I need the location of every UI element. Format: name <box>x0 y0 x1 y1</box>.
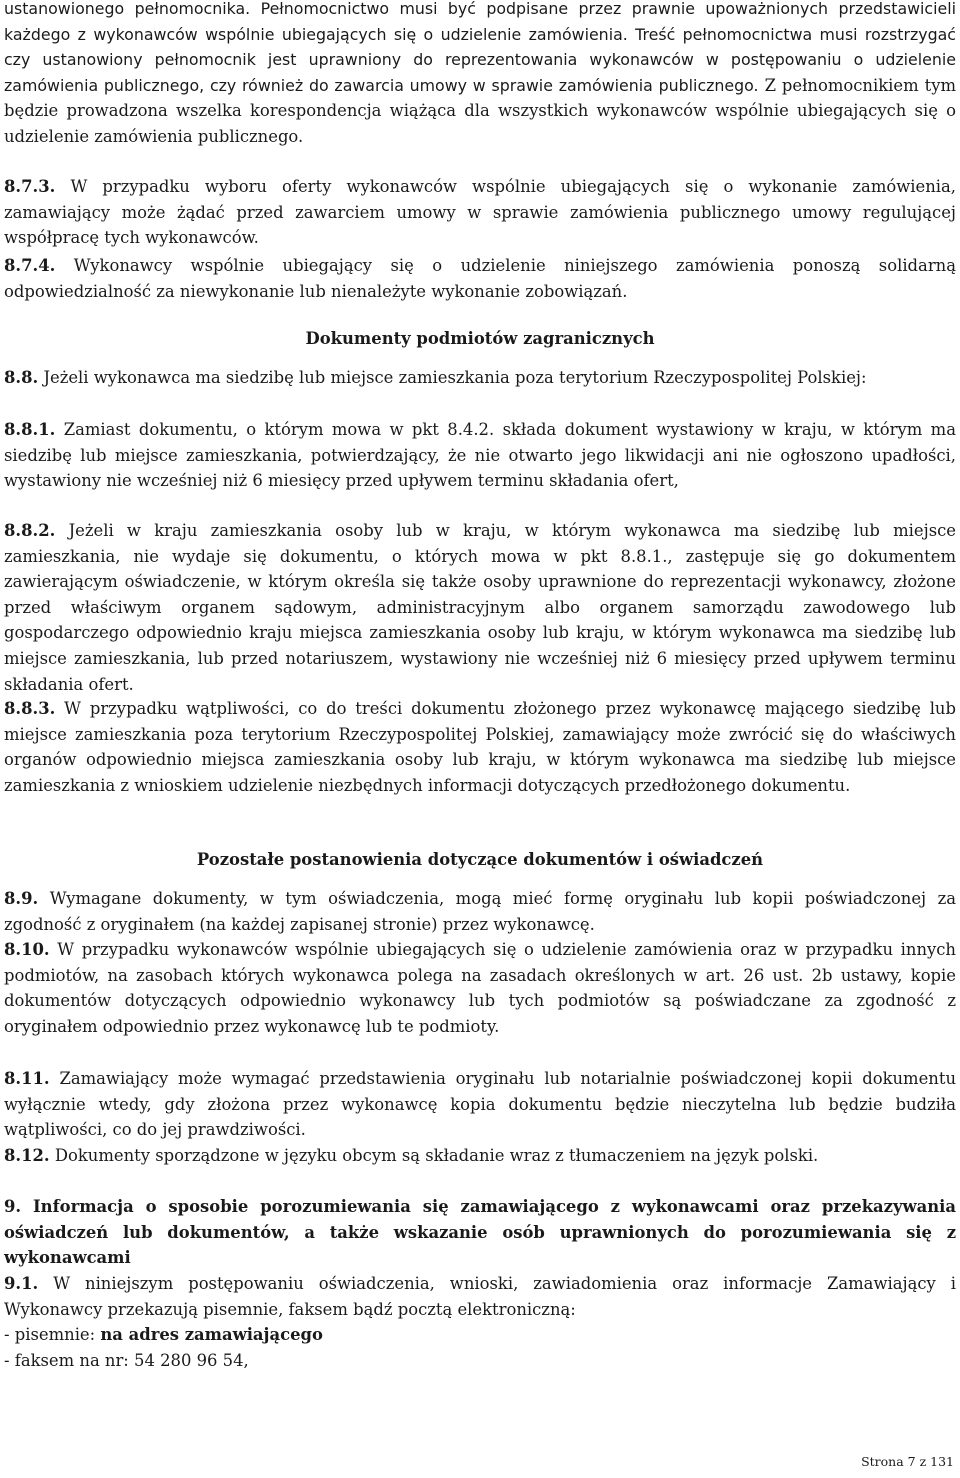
paragraph-text: Zamawiający może wymagać przedstawienia oryginału lub notarialnie poświadczonej kopii dokumentu wyłącznie wtedy, gdy złożona przez wykonawcę kopia dokumentu będzie nieczytelna lub będzie budziła wątpliwości, co do jej prawdziwości. <box>4 1069 957 1140</box>
paragraph-8-8-1 <box>4 417 956 494</box>
paragraph-number: 8.7.3. <box>4 177 56 196</box>
paragraph-text: Zamiast dokumentu, o którym mowa w pkt 8.4.2. składa dokument wystawiony w kraju, w którym ma siedzibę lub miejsce zamieszkania, potwierdzający, że nie otwarto jego likwidacji ani nie ogłoszono upadłości, wystawiony nie wcześniej niż 6 miesięcy przed upływem terminu składania ofert, <box>4 420 956 491</box>
paragraph-8-8 <box>4 365 956 391</box>
paragraph-text: W przypadku wątpliwości, co do treści dokumentu złożonego przez wykonawcę mającego siedzibę lub miejsce zamieszkania poza terytorium Rzeczypospolitej Polskiej, zamawiający może zwrócić się do właściwych organów odpowiednio miejsca zamieszkania osoby lub kraju, w którym wykonawca ma siedzibę lub miejsce zamieszkania z wnioskiem udzielenie niezbędnych informacji dotyczących przedłożonego dokumentu. <box>4 699 956 795</box>
paragraph-number: 9.1. <box>4 1274 39 1293</box>
paragraph-text: Jeżeli w kraju zamieszkania osoby lub w kraju, w którym wykonawca ma siedzibę lub miejsce zamieszkania, nie wydaje się dokumentu, o których mowa w pkt 8.8.1., zastępuje się go dokumentem zawierającym oświadczenie, w którym określa się także osoby uprawnione do reprezentacji wykonawcy, złożone przed właściwym organem sądowym, administracyjnym albo organem samorządu zawodowego lub gospodarczego odpowiednio kraju miejsca zamieszkania osoby lub kraju, w którym wykonawca ma siedzibę lub miejsce zamieszkania, lub przed notariuszem, wystawiony nie wcześniej niż 6 miesięcy przed upływem terminu składania ofert. <box>4 521 956 694</box>
paragraph-8-11 <box>4 1066 956 1143</box>
paragraph-text: Jeżeli wykonawca ma siedzibę lub miejsce zamieszkania poza terytorium Rzeczypospolitej Polskiej: <box>43 368 867 387</box>
page-number: Strona 7 z 131 <box>861 1454 954 1469</box>
paragraph-text: Wymagane dokumenty, w tym oświadczenia, mogą mieć formę oryginału lub kopii poświadczonej za zgodność z oryginałem (na każdej zapisanej stronie) przez wykonawcę. <box>4 889 956 934</box>
section-heading-other-provisions: Pozostałe postanowienia dotyczące dokumentów i oświadczeń <box>196 850 764 869</box>
paragraph-8-8-3 <box>4 696 956 798</box>
paragraph-8-10 <box>4 937 956 1039</box>
list-item-prefix: - pisemnie: <box>4 1325 101 1344</box>
paragraph-text: ustanowionego pełnomocnika. Pełnomocnictwo musi być podpisane przez prawnie upoważnionych przedstawicieli każdego z wykonawców wspólnie ubiegających się o udzielenie zamówienia. Treść pełnomocnictwa musi rozstrzygać czy ustanowiony pełnomocnik jest uprawniony do reprezentowania wykonawców w postępowaniu o udzielenie zamówienia publicznego, czy również do zawarcia umowy w sprawie zamówienia publicznego. <box>4 0 956 95</box>
section-9-title: 9. Informacja o sposobie porozumiewania się zamawiającego z wykonawcami oraz przekazywania oświadczeń lub dokumentów, a także wskazanie osób uprawnionych do porozumiewania się z wykonawcami <box>4 1197 956 1268</box>
paragraph-text: Z pełnomocnikiem tym będzie prowadzona wszelka korespondencja wiążąca dla wszystkich wykonawców wspólnie ubiegających się o udzielenie zamówienia publicznego. <box>4 75 956 146</box>
paragraph-8-12 <box>4 1143 956 1169</box>
list-item-fax: - faksem na nr: 54 280 96 54, <box>4 1351 249 1370</box>
paragraph-text: W przypadku wyboru oferty wykonawców wspólnie ubiegających się o wykonanie zamówienia, zamawiający może żądać przed zawarciem umowy w sprawie zamówienia publicznego umowy regulującej współpracę tych wykonawców. <box>4 177 956 248</box>
paragraph-8-7-4 <box>4 253 956 304</box>
paragraph-8-9 <box>4 886 956 937</box>
list-item-address: na adres zamawiającego <box>100 1325 323 1344</box>
paragraph-text: W przypadku wykonawców wspólnie ubiegających się o udzielenie zamówienia oraz w przypadku innych podmiotów, na zasobach których wykonawca polega na zasadach określonych w art. 26 ust. 2b ustawy, kopie dokumentów dotyczących odpowiednio wykonawcy lub tych podmiotów są poświadczane za zgodność z oryginałem odpowiednio przez wykonawcę lub te podmioty. <box>4 940 956 1036</box>
paragraph-number: 8.7.4. <box>4 256 56 275</box>
paragraph-number: 8.10. <box>4 940 50 959</box>
paragraph-8-7-3 <box>4 174 956 251</box>
paragraph-number: 8.9. <box>4 889 39 908</box>
paragraph-number: 8.8. <box>4 368 39 387</box>
paragraph-number: 8.12. <box>4 1146 50 1165</box>
paragraph-9-1 <box>4 1271 956 1322</box>
paragraph-number: 8.11. <box>4 1069 50 1088</box>
paragraph-text: W niniejszym postępowaniu oświadczenia, wnioski, zawiadomienia oraz informacje Zamawiający i Wykonawcy przekazują pisemnie, faksem bądź pocztą elektroniczną: <box>4 1274 956 1319</box>
paragraph-number: 8.8.3. <box>4 699 56 718</box>
section-heading-foreign-documents: Dokumenty podmiotów zagranicznych <box>305 329 655 348</box>
paragraph-text: Dokumenty sporządzone w języku obcym są składanie wraz z tłumaczeniem na język polski. <box>54 1146 819 1165</box>
paragraph-number: 8.8.1. <box>4 420 56 439</box>
paragraph-number: 8.8.2. <box>4 521 56 540</box>
list-item-mail <box>4 1322 956 1348</box>
paragraph-pelnomocnictwo <box>4 0 956 150</box>
paragraph-8-8-2 <box>4 518 956 697</box>
paragraph-text: Wykonawcy wspólnie ubiegający się o udzielenie niniejszego zamówienia ponoszą solidarną odpowiedzialność za niewykonanie lub nienależyte wykonanie zobowiązań. <box>4 256 956 301</box>
